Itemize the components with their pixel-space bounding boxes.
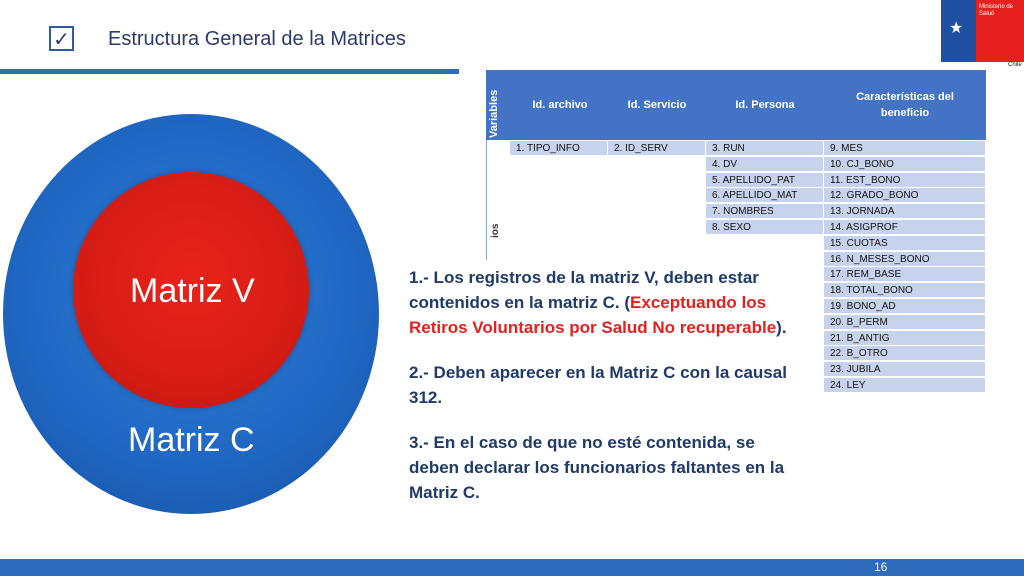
note-1 [409, 265, 809, 340]
logo-country-text: Chile [1008, 62, 1022, 68]
header-id-servicio: Id. Servicio [608, 70, 706, 140]
footer-bar [0, 559, 1024, 576]
logo-ministry-text: Ministerio de Salud [979, 4, 1014, 17]
table-cell: 9. MES [824, 141, 985, 156]
table-cell: 22. B_OTRO [824, 346, 985, 361]
ministry-logo [941, 0, 1024, 70]
table-cell: 18. TOTAL_BONO [824, 283, 985, 298]
note-1-text: 1.- Los registros de la matriz V, deben estar contenidos en la matriz C. ( [409, 268, 759, 312]
header-id-persona: Id. Persona [706, 70, 824, 140]
table-cell: 23. JUBILA [824, 362, 985, 377]
note-1-end: ). [776, 318, 787, 337]
table-cell: 15. CUOTAS [824, 236, 985, 251]
note-1-exception: Exceptuando los Retiros Voluntarios por Salud No recuperable [409, 293, 777, 337]
notes-block [409, 265, 809, 525]
table-cell: 24. LEY [824, 378, 985, 393]
table-cell: 10. CJ_BONO [824, 157, 985, 172]
table-cell: 1. TIPO_INFO [510, 141, 607, 156]
variables-label: Variables [488, 89, 500, 138]
table-cell: 21. B_ANTIG [824, 331, 985, 346]
table-cell: 12. GRADO_BONO [824, 188, 985, 203]
table-cell: 14. ASIGPROF [824, 220, 985, 235]
note-3: 3.- En el caso de que no esté contenida, se deben declarar los funcionarios faltantes en la Matriz C. [409, 433, 785, 502]
matriz-v-label: Matriz V [130, 272, 255, 310]
table-cell: 7. NOMBRES [706, 204, 823, 219]
table-cell: 3. RUN [706, 141, 823, 156]
side-label: ios [490, 223, 501, 238]
table-cell: 19. BONO_AD [824, 299, 985, 314]
table-cell: 6. APELLIDO_MAT [706, 188, 823, 203]
table-cell: 8. SEXO [706, 220, 823, 235]
table-cell: 4. DV [706, 157, 823, 172]
star-icon: ★ [949, 18, 964, 37]
page-number: 16 [874, 560, 888, 574]
checkbox-icon: ✓ [49, 26, 74, 51]
table-cell: 16. N_MESES_BONO [824, 252, 985, 267]
table-cell: 13. JORNADA [824, 204, 985, 219]
page-title: Estructura General de la Matrices [108, 28, 406, 50]
table-cell: 11. EST_BONO [824, 173, 985, 188]
header-caracteristicas: Características del beneficio [824, 70, 986, 140]
matriz-c-label: Matriz C [128, 421, 255, 459]
table-cell: 17. REM_BASE [824, 267, 985, 282]
table-left-border [486, 140, 487, 260]
note-2: 2.- Deben aparecer en la Matriz C con la causal 312. [409, 363, 787, 407]
table-cell: 5. APELLIDO_PAT [706, 173, 823, 188]
header-id-archivo: Id. archivo [510, 70, 610, 140]
title-underline [0, 69, 459, 74]
table-cell: 2. ID_SERV [608, 141, 705, 156]
table-cell: 20. B_PERM [824, 315, 985, 330]
